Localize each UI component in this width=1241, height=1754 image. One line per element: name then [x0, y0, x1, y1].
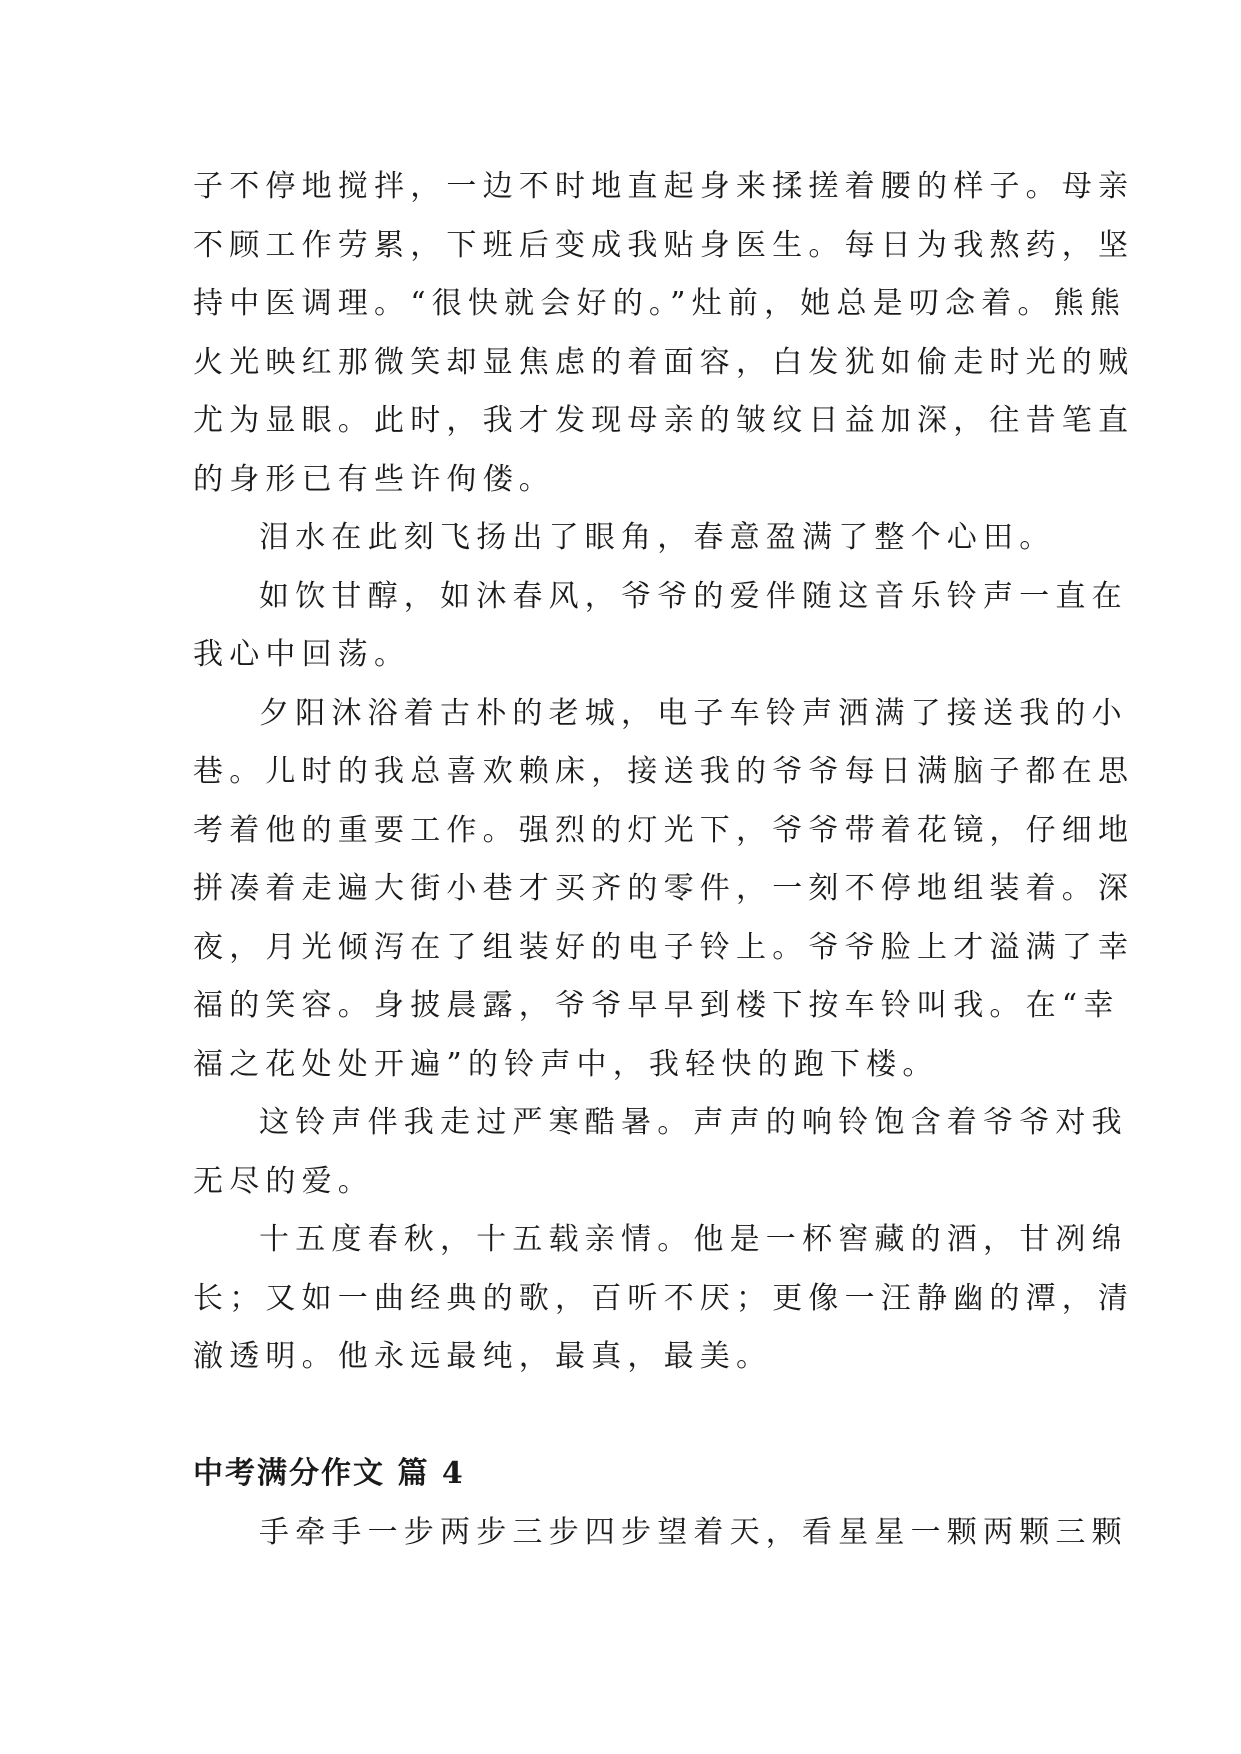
paragraph [193, 1504, 1128, 1563]
text-line: 的身形已有些许佝偻。 [193, 461, 555, 497]
text-line: 福的笑容。身披晨露，爷爷早早到楼下按车铃叫我。在“幸 [193, 988, 1120, 1023]
section-heading: 中考满分作文 篇 4 [193, 1456, 465, 1491]
text-line: 澈透明。他永远最纯，最真，最美。 [193, 1339, 773, 1374]
text-line: 福之花处处开遍”的铃声中，我轻快的跑下楼。 [193, 1046, 939, 1082]
text-line: 巷。儿时的我总喜欢赖床，接送我的爷爷每日满脑子都在思 [193, 754, 1135, 789]
text-line: 拼凑着走遍大街小巷才买齐的零件，一刻不停地组装着。深 [193, 871, 1135, 906]
paragraph [193, 509, 1055, 568]
text-line: 考着他的重要工作。强烈的灯光下，爷爷带着花镜，仔细地 [193, 812, 1135, 848]
paragraph [193, 1094, 1128, 1211]
text-line: 夕阳沐浴着古朴的老城，电子车铃声洒满了接送我的小 [259, 695, 1128, 731]
paragraph [193, 568, 1128, 685]
text-line: 火光映红那微笑却显焦虑的着面容，白发犹如偷走时光的贼 [193, 344, 1135, 380]
paragraph [193, 158, 1135, 509]
text-line: 十五度春秋，十五载亲情。他是一杯窖藏的酒，甘冽绵 [259, 1222, 1128, 1257]
text-line: 泪水在此刻飞扬出了眼角，春意盈满了整个心田。 [259, 520, 1056, 555]
paragraph [193, 1211, 1135, 1387]
text-line: 如饮甘醇，如沐春风，爷爷的爱伴随这音乐铃声一直在 [259, 578, 1128, 614]
text-line: 这铃声伴我走过严寒酷暑。声声的响铃饱含着爷爷对我 [259, 1105, 1128, 1140]
document-body [193, 158, 1135, 1562]
text-line: 长；又如一曲经典的歌，百听不厌；更像一汪静幽的潭，清 [193, 1280, 1135, 1316]
text-line: 子不停地搅拌，一边不时地直起身来揉搓着腰的样子。母亲 [193, 169, 1135, 204]
text-line: 无尽的爱。 [193, 1163, 374, 1199]
text-line: 持中医调理。“很快就会好的。”灶前，她总是叨念着。熊熊 [193, 286, 1127, 321]
paragraph [193, 685, 1135, 1095]
text-line: 夜，月光倾泻在了组装好的电子铃上。爷爷脸上才溢满了幸 [193, 929, 1135, 965]
text-line: 不顾工作劳累，下班后变成我贴身医生。每日为我熬药，坚 [193, 227, 1135, 263]
text-line: 我心中回荡。 [193, 637, 411, 672]
text-line: 尤为显眼。此时，我才发现母亲的皱纹日益加深，往昔笔直 [193, 403, 1135, 438]
text-line: 手牵手一步两步三步四步望着天，看星星一颗两颗三颗 [259, 1514, 1128, 1550]
